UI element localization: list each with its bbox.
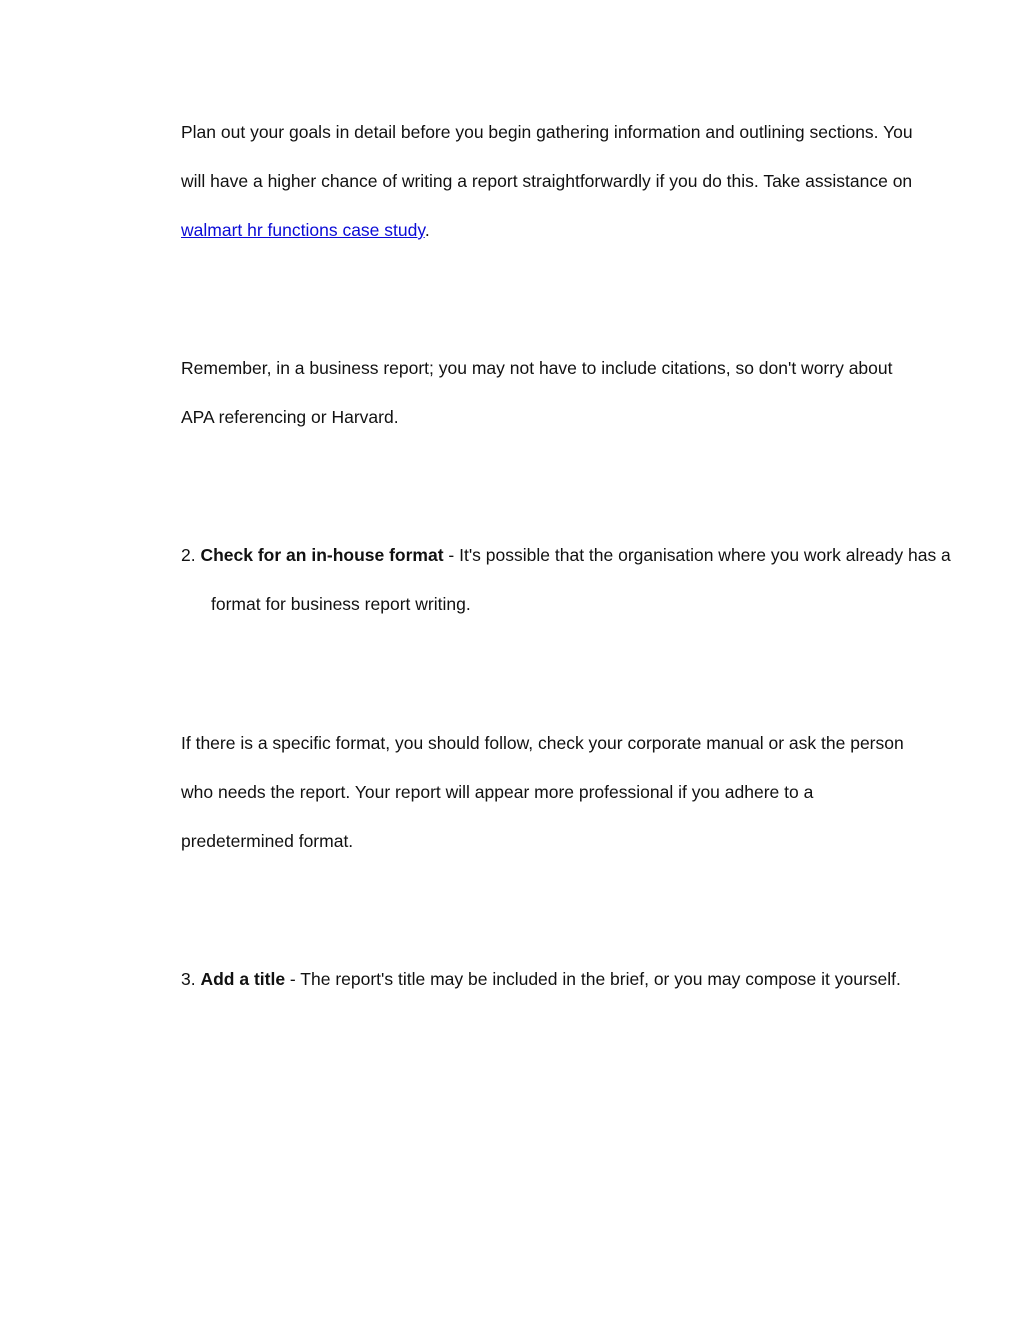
paragraph-goals-end: . (424, 220, 430, 240)
list-item-body: - The report's title may be included in the brief, or you may compose it yourself. (285, 969, 901, 989)
paragraph-goals-text: Plan out your goals in detail before you begin gathering information and outlining sections. You will have a higher chance of writing a report straightforwardly if you do this. Take assistance on (181, 122, 913, 191)
paragraph-citations: Remember, in a business report; you may not have to include citations, so don't worry about APA referencing or Harvard. (181, 358, 893, 427)
list-number: 2. (181, 545, 201, 565)
paragraph-specific-format: If there is a specific format, you should follow, check your corporate manual or ask the person who needs the report. Your report will appear more professional if you adhere to a predetermined format. (181, 733, 904, 851)
list-number: 3. (181, 969, 201, 989)
list-item-in-house-format (181, 531, 951, 629)
list-item-add-title (181, 955, 951, 1004)
list-item-body: - It's possible that the organisation where you work already has a format for business report writing. (211, 545, 951, 614)
walmart-hr-case-study-link[interactable]: walmart hr functions case study (181, 220, 425, 240)
paragraph-goals (181, 108, 921, 255)
list-item-heading: Add a title (200, 969, 286, 989)
list-item-heading: Check for an in-house format (200, 545, 444, 565)
